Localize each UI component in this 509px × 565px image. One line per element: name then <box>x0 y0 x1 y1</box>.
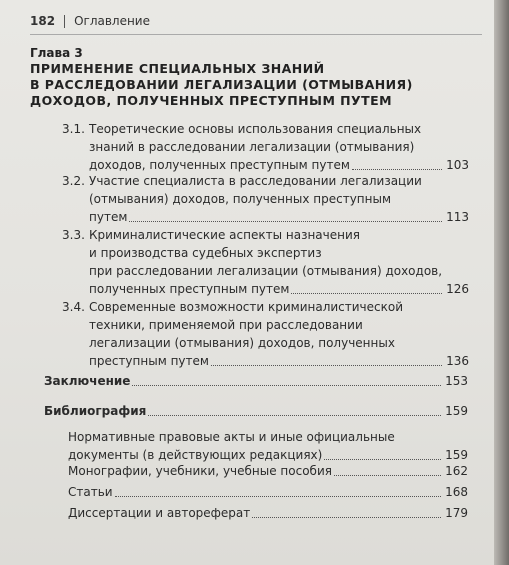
toc-subentry[interactable] <box>68 504 468 522</box>
section-number: 3.2. <box>62 174 85 188</box>
dot-leader <box>132 384 441 386</box>
entry-text-line: Диссертации и автореферат <box>68 506 251 520</box>
dot-leader <box>252 516 441 518</box>
section-number: 3.1. <box>62 122 85 136</box>
entry-title: Заключение <box>44 374 131 388</box>
section-number: 3.4. <box>62 300 85 314</box>
entry-text-line: легализации (отмывания) доходов, полученных <box>89 336 395 350</box>
entry-text-line: преступным путем <box>89 354 209 368</box>
running-head <box>30 14 150 28</box>
chapter-title-line: В РАССЛЕДОВАНИИ ЛЕГАЛИЗАЦИИ (ОТМЫВАНИЯ) <box>30 77 413 92</box>
entry-text-line: Криминалистические аспекты назначения <box>89 228 360 242</box>
dot-leader <box>324 458 441 460</box>
entry-text-line: Статьи <box>68 485 113 499</box>
page-ref: 168 <box>445 485 468 499</box>
chapter-label: Глава 3 <box>30 46 83 60</box>
page-ref: 159 <box>445 448 468 462</box>
dot-leader <box>148 414 441 416</box>
running-head-title: Оглавление <box>74 14 150 28</box>
entry-text-line: Теоретические основы использования специальных <box>89 122 422 136</box>
page-ref: 159 <box>445 404 468 418</box>
entry-text-line: знаний в расследовании легализации (отмывания) <box>89 140 415 154</box>
entry-title: Библиография <box>44 404 147 418</box>
page-ref: 126 <box>446 282 469 296</box>
page-edge-shadow <box>494 0 509 565</box>
dot-leader <box>291 292 442 294</box>
toc-subentry[interactable] <box>68 462 468 480</box>
dot-leader <box>115 495 442 497</box>
entry-text-line: полученных преступным путем <box>89 282 290 296</box>
page-ref: 153 <box>445 374 468 388</box>
chapter-title-line: ПРИМЕНЕНИЕ СПЕЦИАЛЬНЫХ ЗНАНИЙ <box>30 61 325 76</box>
dot-leader <box>211 364 442 366</box>
toc-entry-bibliography[interactable] <box>44 402 468 420</box>
entry-text-line: Участие специалиста в расследовании легализации <box>89 174 422 188</box>
chapter-heading <box>30 45 470 109</box>
entry-text-line: путем <box>89 210 128 224</box>
header-rule <box>30 34 482 35</box>
entry-text-line: Монографии, учебники, учебные пособия <box>68 464 332 478</box>
section-number: 3.3. <box>62 228 85 242</box>
header-separator <box>64 15 65 28</box>
dot-leader <box>334 474 441 476</box>
entry-text-line: (отмывания) доходов, полученных преступным <box>89 192 392 206</box>
entry-text-line: доходов, полученных преступным путем <box>89 158 350 172</box>
entry-text-line: Современные возможности криминалистической <box>89 300 404 314</box>
dot-leader <box>352 168 442 170</box>
page-ref: 179 <box>445 506 468 520</box>
entry-text-line: при расследовании легализации (отмывания) доходов, <box>89 264 443 278</box>
dot-leader <box>129 220 442 222</box>
page-ref: 162 <box>445 464 468 478</box>
entry-text-line: Нормативные правовые акты и иные официальные <box>68 430 395 444</box>
chapter-title-line: ДОХОДОВ, ПОЛУЧЕННЫХ ПРЕСТУПНЫМ ПУТЕМ <box>30 93 392 108</box>
toc-entry-conclusion[interactable] <box>44 372 468 390</box>
entry-text-line: техники, применяемой при расследовании <box>89 318 363 332</box>
toc-subentry[interactable] <box>68 428 468 464</box>
toc-subentry[interactable] <box>68 483 468 501</box>
entry-text-line: документы (в действующих редакциях) <box>68 448 323 462</box>
page-number: 182 <box>30 14 56 28</box>
page-ref: 103 <box>446 158 469 172</box>
entry-text-line: и производства судебных экспертиз <box>89 246 322 260</box>
page-ref: 113 <box>446 210 469 224</box>
page-ref: 136 <box>446 354 469 368</box>
